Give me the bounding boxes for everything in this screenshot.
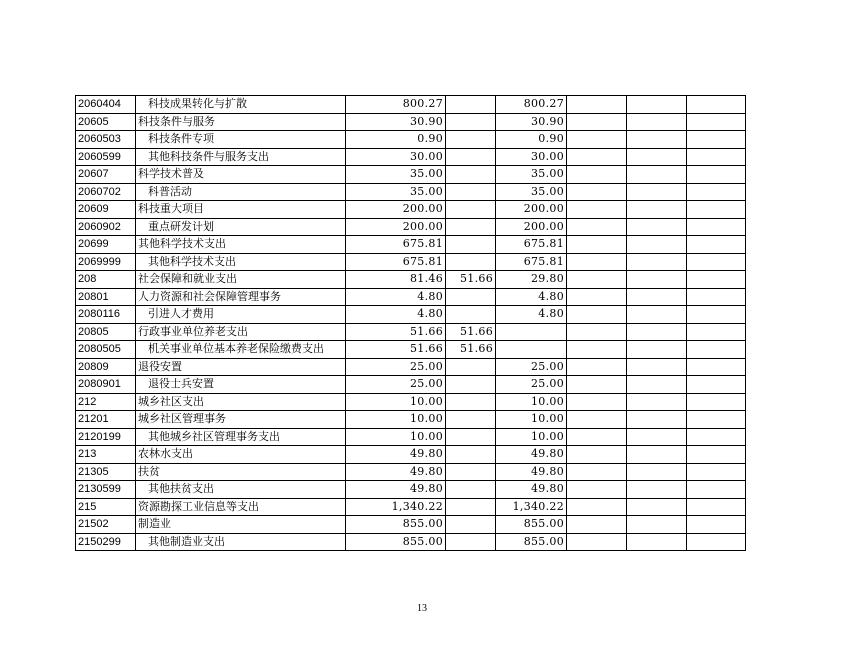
row-code-cell: 2130599	[76, 481, 136, 499]
row-project-cell: 855.00	[496, 516, 567, 534]
row-total-cell: 675.81	[346, 253, 446, 271]
row-basic-cell	[446, 288, 496, 306]
row-empty-cell	[567, 446, 627, 464]
row-empty-cell	[567, 323, 627, 341]
row-project-cell: 30.90	[496, 113, 567, 131]
row-empty-cell	[687, 131, 746, 149]
row-total-cell: 10.00	[346, 428, 446, 446]
row-code-cell: 20609	[76, 201, 136, 219]
row-empty-cell	[687, 306, 746, 324]
row-empty-cell	[687, 358, 746, 376]
row-empty-cell	[567, 271, 627, 289]
table-row	[76, 411, 746, 429]
row-basic-cell	[446, 183, 496, 201]
row-name-cell: 其他科技条件与服务支出	[136, 148, 346, 166]
row-name-cell: 退役士兵安置	[136, 376, 346, 394]
row-basic-cell	[446, 516, 496, 534]
row-empty-cell	[627, 306, 687, 324]
row-empty-cell	[567, 96, 627, 114]
row-empty-cell	[687, 411, 746, 429]
row-empty-cell	[567, 341, 627, 359]
row-empty-cell	[627, 498, 687, 516]
table-row	[76, 463, 746, 481]
row-empty-cell	[627, 288, 687, 306]
row-empty-cell	[567, 376, 627, 394]
row-project-cell: 0.90	[496, 131, 567, 149]
row-empty-cell	[567, 131, 627, 149]
row-name-cell: 人力资源和社会保障管理事务	[136, 288, 346, 306]
row-basic-cell	[446, 533, 496, 551]
row-empty-cell	[627, 96, 687, 114]
row-empty-cell	[627, 533, 687, 551]
row-code-cell: 20699	[76, 236, 136, 254]
row-basic-cell	[446, 201, 496, 219]
row-code-cell: 20607	[76, 166, 136, 184]
row-name-cell: 城乡社区支出	[136, 393, 346, 411]
row-project-cell: 30.00	[496, 148, 567, 166]
row-basic-cell: 51.66	[446, 341, 496, 359]
row-code-cell: 2060404	[76, 96, 136, 114]
row-name-cell: 城乡社区管理事务	[136, 411, 346, 429]
row-code-cell: 2080505	[76, 341, 136, 359]
row-project-cell: 4.80	[496, 288, 567, 306]
row-total-cell: 25.00	[346, 358, 446, 376]
row-name-cell: 科普活动	[136, 183, 346, 201]
row-empty-cell	[567, 113, 627, 131]
table-row	[76, 148, 746, 166]
row-empty-cell	[567, 166, 627, 184]
row-total-cell: 1,340.22	[346, 498, 446, 516]
table-row	[76, 481, 746, 499]
table-row	[76, 201, 746, 219]
row-empty-cell	[627, 131, 687, 149]
row-code-cell: 20801	[76, 288, 136, 306]
row-total-cell: 51.66	[346, 341, 446, 359]
row-project-cell: 675.81	[496, 236, 567, 254]
table-row	[76, 341, 746, 359]
row-total-cell: 200.00	[346, 218, 446, 236]
row-project-cell: 10.00	[496, 428, 567, 446]
row-empty-cell	[567, 253, 627, 271]
row-empty-cell	[567, 218, 627, 236]
row-total-cell: 200.00	[346, 201, 446, 219]
row-code-cell: 215	[76, 498, 136, 516]
row-name-cell: 引进人才费用	[136, 306, 346, 324]
table-row	[76, 358, 746, 376]
row-total-cell: 35.00	[346, 183, 446, 201]
row-empty-cell	[687, 516, 746, 534]
row-basic-cell	[446, 498, 496, 516]
row-total-cell: 675.81	[346, 236, 446, 254]
row-basic-cell	[446, 411, 496, 429]
row-empty-cell	[687, 288, 746, 306]
row-code-cell: 2080901	[76, 376, 136, 394]
table-row	[76, 131, 746, 149]
row-project-cell: 675.81	[496, 253, 567, 271]
row-empty-cell	[567, 516, 627, 534]
row-project-cell: 200.00	[496, 218, 567, 236]
row-empty-cell	[627, 201, 687, 219]
table-row	[76, 218, 746, 236]
row-basic-cell	[446, 218, 496, 236]
row-empty-cell	[627, 428, 687, 446]
row-basic-cell	[446, 131, 496, 149]
row-empty-cell	[687, 113, 746, 131]
row-empty-cell	[627, 236, 687, 254]
row-name-cell: 其他扶贫支出	[136, 481, 346, 499]
row-basic-cell	[446, 166, 496, 184]
row-name-cell: 科学技术普及	[136, 166, 346, 184]
row-code-cell: 20605	[76, 113, 136, 131]
row-empty-cell	[567, 183, 627, 201]
row-empty-cell	[627, 253, 687, 271]
row-name-cell: 农林水支出	[136, 446, 346, 464]
row-empty-cell	[687, 323, 746, 341]
row-empty-cell	[687, 498, 746, 516]
row-empty-cell	[627, 358, 687, 376]
row-empty-cell	[687, 183, 746, 201]
row-project-cell: 25.00	[496, 376, 567, 394]
row-empty-cell	[627, 411, 687, 429]
table-row	[76, 376, 746, 394]
row-empty-cell	[567, 498, 627, 516]
row-basic-cell: 51.66	[446, 323, 496, 341]
row-basic-cell	[446, 376, 496, 394]
row-empty-cell	[627, 183, 687, 201]
table-row	[76, 253, 746, 271]
row-empty-cell	[567, 358, 627, 376]
row-project-cell: 10.00	[496, 393, 567, 411]
row-empty-cell	[627, 166, 687, 184]
row-code-cell: 2080116	[76, 306, 136, 324]
row-project-cell: 49.80	[496, 446, 567, 464]
row-empty-cell	[567, 411, 627, 429]
row-total-cell: 35.00	[346, 166, 446, 184]
row-total-cell: 25.00	[346, 376, 446, 394]
row-empty-cell	[687, 166, 746, 184]
row-basic-cell	[446, 446, 496, 464]
row-empty-cell	[627, 463, 687, 481]
row-empty-cell	[687, 463, 746, 481]
table-row	[76, 516, 746, 534]
row-code-cell: 2060599	[76, 148, 136, 166]
table-row	[76, 113, 746, 131]
row-empty-cell	[567, 481, 627, 499]
row-name-cell: 行政事业单位养老支出	[136, 323, 346, 341]
row-code-cell: 213	[76, 446, 136, 464]
budget-table	[75, 95, 746, 551]
row-empty-cell	[567, 393, 627, 411]
row-code-cell: 208	[76, 271, 136, 289]
row-name-cell: 重点研发计划	[136, 218, 346, 236]
row-empty-cell	[687, 481, 746, 499]
row-basic-cell	[446, 393, 496, 411]
row-total-cell: 49.80	[346, 446, 446, 464]
row-basic-cell	[446, 148, 496, 166]
row-empty-cell	[627, 481, 687, 499]
row-total-cell: 4.80	[346, 306, 446, 324]
row-empty-cell	[687, 393, 746, 411]
row-empty-cell	[687, 201, 746, 219]
row-empty-cell	[567, 463, 627, 481]
row-empty-cell	[687, 428, 746, 446]
row-empty-cell	[627, 218, 687, 236]
table-row	[76, 323, 746, 341]
row-name-cell: 制造业	[136, 516, 346, 534]
table-row	[76, 288, 746, 306]
table-row	[76, 96, 746, 114]
row-name-cell: 扶贫	[136, 463, 346, 481]
row-name-cell: 资源勘探工业信息等支出	[136, 498, 346, 516]
row-basic-cell	[446, 481, 496, 499]
table-row	[76, 393, 746, 411]
table-row	[76, 183, 746, 201]
row-project-cell: 35.00	[496, 166, 567, 184]
row-name-cell: 社会保障和就业支出	[136, 271, 346, 289]
row-code-cell: 2060503	[76, 131, 136, 149]
row-code-cell: 2150299	[76, 533, 136, 551]
row-empty-cell	[687, 253, 746, 271]
row-empty-cell	[687, 341, 746, 359]
row-total-cell: 855.00	[346, 533, 446, 551]
row-basic-cell	[446, 463, 496, 481]
row-basic-cell	[446, 358, 496, 376]
row-name-cell: 其他科学技术支出	[136, 236, 346, 254]
row-code-cell: 2060702	[76, 183, 136, 201]
row-name-cell: 其他城乡社区管理事务支出	[136, 428, 346, 446]
table-row	[76, 271, 746, 289]
row-total-cell: 49.80	[346, 463, 446, 481]
row-empty-cell	[687, 236, 746, 254]
row-empty-cell	[687, 96, 746, 114]
row-name-cell: 机关事业单位基本养老保险缴费支出	[136, 341, 346, 359]
row-code-cell: 21201	[76, 411, 136, 429]
row-project-cell	[496, 323, 567, 341]
row-project-cell: 49.80	[496, 481, 567, 499]
table-body	[76, 96, 746, 551]
table-row	[76, 236, 746, 254]
row-basic-cell: 51.66	[446, 271, 496, 289]
row-empty-cell	[567, 533, 627, 551]
row-empty-cell	[567, 201, 627, 219]
row-empty-cell	[567, 148, 627, 166]
row-total-cell: 51.66	[346, 323, 446, 341]
row-project-cell: 855.00	[496, 533, 567, 551]
row-basic-cell	[446, 306, 496, 324]
row-code-cell: 20805	[76, 323, 136, 341]
row-name-cell: 科技条件专项	[136, 131, 346, 149]
row-name-cell: 其他科学技术支出	[136, 253, 346, 271]
row-total-cell: 30.00	[346, 148, 446, 166]
page-number: 13	[417, 603, 427, 614]
row-total-cell: 0.90	[346, 131, 446, 149]
row-empty-cell	[627, 271, 687, 289]
row-total-cell: 30.90	[346, 113, 446, 131]
row-total-cell: 81.46	[346, 271, 446, 289]
row-empty-cell	[627, 113, 687, 131]
row-code-cell: 2060902	[76, 218, 136, 236]
row-project-cell: 4.80	[496, 306, 567, 324]
row-name-cell: 退役安置	[136, 358, 346, 376]
row-total-cell: 855.00	[346, 516, 446, 534]
row-empty-cell	[567, 306, 627, 324]
row-empty-cell	[567, 236, 627, 254]
row-empty-cell	[687, 271, 746, 289]
row-project-cell: 200.00	[496, 201, 567, 219]
table-row	[76, 446, 746, 464]
row-empty-cell	[687, 446, 746, 464]
row-basic-cell	[446, 113, 496, 131]
row-total-cell: 10.00	[346, 411, 446, 429]
row-empty-cell	[567, 428, 627, 446]
row-empty-cell	[627, 516, 687, 534]
row-code-cell: 21305	[76, 463, 136, 481]
row-empty-cell	[627, 446, 687, 464]
row-code-cell: 21502	[76, 516, 136, 534]
row-project-cell: 1,340.22	[496, 498, 567, 516]
row-empty-cell	[687, 376, 746, 394]
row-project-cell: 49.80	[496, 463, 567, 481]
row-project-cell	[496, 341, 567, 359]
row-name-cell: 科技重大项目	[136, 201, 346, 219]
row-total-cell: 4.80	[346, 288, 446, 306]
table-row	[76, 428, 746, 446]
row-project-cell: 800.27	[496, 96, 567, 114]
row-empty-cell	[567, 288, 627, 306]
row-basic-cell	[446, 236, 496, 254]
row-total-cell: 10.00	[346, 393, 446, 411]
row-name-cell: 科技条件与服务	[136, 113, 346, 131]
row-empty-cell	[687, 148, 746, 166]
row-empty-cell	[627, 148, 687, 166]
row-code-cell: 20809	[76, 358, 136, 376]
row-code-cell: 2120199	[76, 428, 136, 446]
row-empty-cell	[627, 376, 687, 394]
row-total-cell: 49.80	[346, 481, 446, 499]
row-name-cell: 其他制造业支出	[136, 533, 346, 551]
row-basic-cell	[446, 253, 496, 271]
row-basic-cell	[446, 96, 496, 114]
table-row	[76, 498, 746, 516]
row-project-cell: 29.80	[496, 271, 567, 289]
row-code-cell: 212	[76, 393, 136, 411]
row-empty-cell	[687, 533, 746, 551]
table-row	[76, 166, 746, 184]
table-row	[76, 306, 746, 324]
row-basic-cell	[446, 428, 496, 446]
row-total-cell: 800.27	[346, 96, 446, 114]
row-empty-cell	[627, 393, 687, 411]
row-code-cell: 2069999	[76, 253, 136, 271]
row-empty-cell	[627, 323, 687, 341]
row-empty-cell	[687, 218, 746, 236]
row-name-cell: 科技成果转化与扩散	[136, 96, 346, 114]
row-project-cell: 35.00	[496, 183, 567, 201]
row-project-cell: 25.00	[496, 358, 567, 376]
row-empty-cell	[627, 341, 687, 359]
row-project-cell: 10.00	[496, 411, 567, 429]
table-row	[76, 533, 746, 551]
